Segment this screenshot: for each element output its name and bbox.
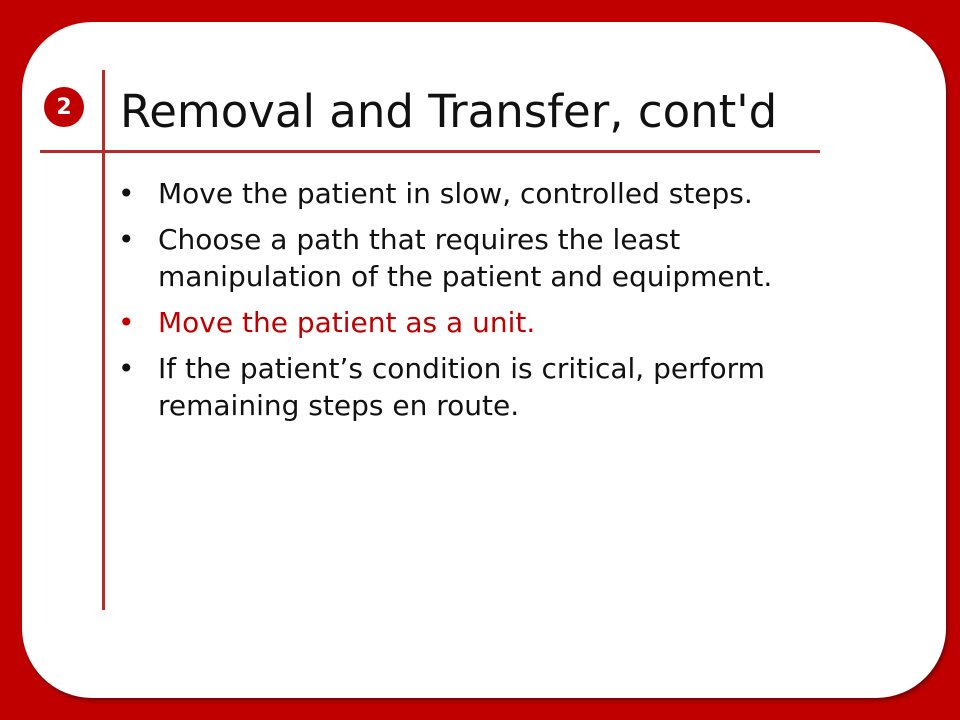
bullet-item-highlighted	[118, 304, 798, 341]
bullet-item	[118, 221, 798, 295]
bullet-dot: •	[118, 177, 135, 210]
bullet-list	[118, 175, 798, 433]
bullet-dot: •	[118, 352, 135, 385]
bullet-text: If the patient’s condition is critical, perform remaining steps en route.	[158, 352, 765, 422]
bullet-text: Move the patient in slow, controlled steps.	[158, 177, 753, 210]
bullet-text: Move the patient as a unit.	[158, 306, 536, 339]
bullet-item	[118, 175, 798, 212]
bullet-item	[118, 350, 798, 424]
bullet-text: Choose a path that requires the least manipulation of the patient and equipment.	[158, 223, 773, 293]
slide-number-badge: 2	[44, 87, 84, 127]
slide-title: Removal and Transfer, cont'd	[120, 85, 778, 138]
bullet-dot: •	[118, 223, 135, 256]
bullet-dot: •	[118, 306, 135, 339]
horizontal-divider	[40, 150, 820, 153]
